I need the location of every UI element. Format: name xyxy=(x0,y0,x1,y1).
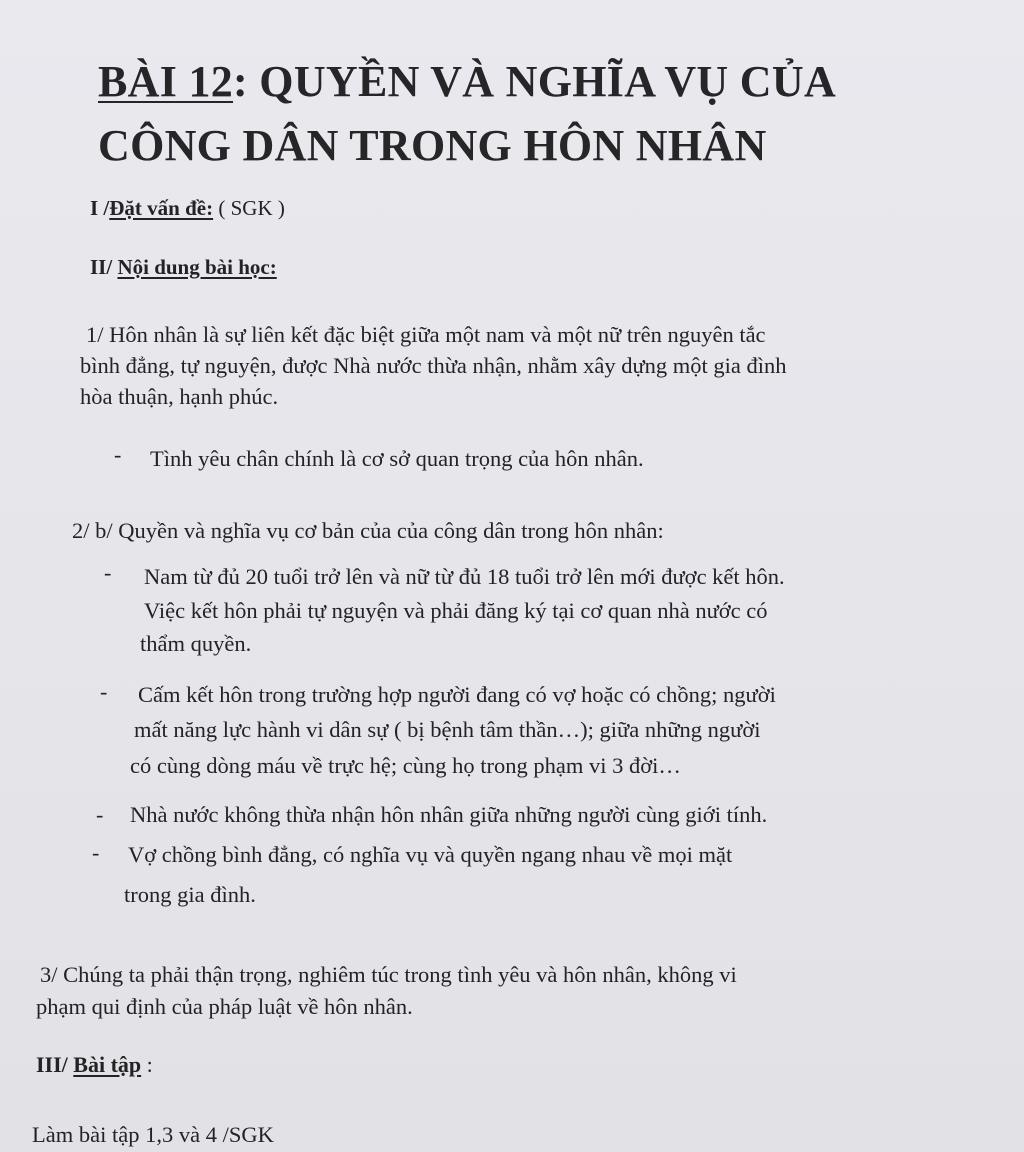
section-1-title: Đặt vấn đề: xyxy=(109,196,214,220)
bullet-3-line-1: Nhà nước không thừa nhận hôn nhân giữa những người cùng giới tính. xyxy=(130,802,768,827)
point-2-heading: 2/ b/ Quyền và nghĩa vụ cơ bản của của công dân trong hôn nhân: xyxy=(72,518,664,543)
title-line-2: CÔNG DÂN TRONG HÔN NHÂN xyxy=(98,121,767,170)
section-2-title: Nội dung bài học: xyxy=(117,255,277,279)
section-3-title: Bài tập xyxy=(73,1052,142,1077)
point-1-bullet: Tình yêu chân chính là cơ sở quan trọng của hôn nhân. xyxy=(150,446,644,471)
exercise-task: Làm bài tập 1,3 và 4 /SGK xyxy=(32,1122,274,1147)
point-1-line-2: bình đẳng, tự nguyện, được Nhà nước thừa nhận, nhằm xây dựng một gia đình xyxy=(80,353,787,378)
section-1-heading xyxy=(90,193,285,223)
section-2-prefix: II/ xyxy=(90,255,118,279)
section-1-prefix: I / xyxy=(90,196,110,220)
bullet-4-line-1: Vợ chồng bình đẳng, có nghĩa vụ và quyền ngang nhau về mọi mặt xyxy=(128,842,733,867)
section-3-suffix: : xyxy=(141,1052,153,1077)
page-title xyxy=(98,50,978,178)
bullet-dash: - xyxy=(96,802,104,827)
bullet-dash: - xyxy=(104,560,112,585)
point-1-line-3: hòa thuận, hạnh phúc. xyxy=(80,384,279,409)
bullet-2-line-3: có cùng dòng máu về trực hệ; cùng họ trong phạm vi 3 đời… xyxy=(130,753,681,778)
bullet-1-line-1: Nam từ đủ 20 tuổi trở lên và nữ từ đủ 18 tuổi trở lên mới được kết hôn. xyxy=(144,564,785,589)
bullet-4-line-2: trong gia đình. xyxy=(124,882,256,907)
point-3-line-2: phạm qui định của pháp luật về hôn nhân. xyxy=(36,994,413,1019)
section-1-note: ( SGK ) xyxy=(213,196,285,220)
section-2-heading xyxy=(90,252,277,282)
section-3-heading xyxy=(36,1050,153,1080)
bullet-dash: - xyxy=(100,679,108,704)
bullet-2-line-1: Cấm kết hôn trong trường hợp người đang có vợ hoặc có chồng; người xyxy=(138,682,776,707)
section-3-prefix: III/ xyxy=(36,1052,74,1077)
title-line-1: : QUYỀN VÀ NGHĨA VỤ CỦA xyxy=(233,57,837,106)
point-3-line-1: 3/ Chúng ta phải thận trọng, nghiêm túc trong tình yêu và hôn nhân, không vi xyxy=(40,962,737,987)
bullet-1-line-2: Việc kết hôn phải tự nguyện và phải đăng ký tại cơ quan nhà nước có xyxy=(144,598,768,623)
point-1-line-1: 1/ Hôn nhân là sự liên kết đặc biệt giữa một nam và một nữ trên nguyên tắc xyxy=(86,322,766,347)
lesson-number: BÀI 12 xyxy=(98,57,234,106)
bullet-dash: - xyxy=(114,442,122,467)
bullet-2-line-2: mất năng lực hành vi dân sự ( bị bệnh tâm thần…); giữa những người xyxy=(134,717,761,742)
bullet-dash: - xyxy=(92,840,100,865)
bullet-1-line-3: thẩm quyền. xyxy=(140,631,252,656)
